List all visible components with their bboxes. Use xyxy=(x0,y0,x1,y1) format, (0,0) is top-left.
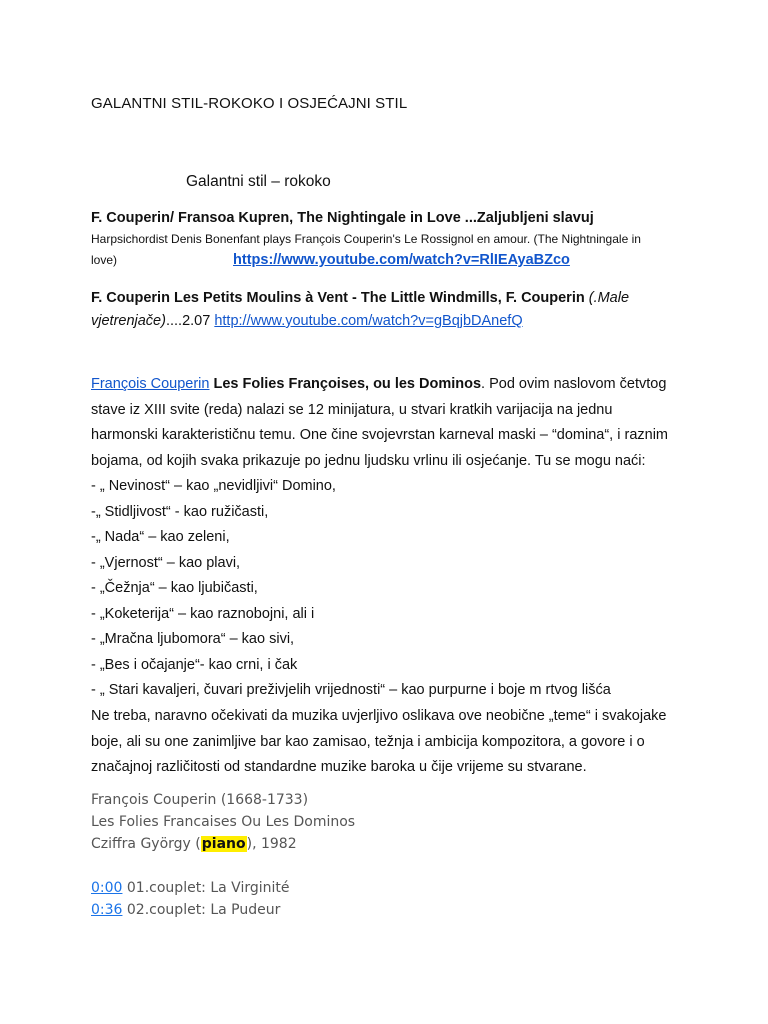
list-item: - „Mračna ljubomora“ – kao sivi, xyxy=(91,631,295,647)
performer-name: Cziffra György ( xyxy=(91,836,201,852)
timestamp-link[interactable]: 0:00 xyxy=(91,880,123,896)
youtube-performer xyxy=(91,836,297,852)
windmills-heading: F. Couperin Les Petits Moulins à Vent - The Little Windmills, F. Couperin xyxy=(91,290,585,306)
nightingale-description: Harpsichordist Denis Bonenfant plays François Couperin's Le Rossignol en amour. (The Nightningale in xyxy=(91,232,641,246)
closing-line: boje, ali su one zanimljive bar kao zamisao, težnja i ambicija kompozitora, a govore i o xyxy=(91,733,645,750)
track-label: 01.couplet: La Virginité xyxy=(122,880,290,896)
folies-intro-line: stave iz XIII svite (reda) nalazi se 12 minijatura, u stvari kratkih varijacija na jednu harmonski xyxy=(91,401,613,443)
performer-year: ), 1982 xyxy=(246,836,297,852)
list-item: - „Čežnja“ – kao ljubičasti, xyxy=(91,580,258,596)
youtube-work-title: Les Folies Francaises Ou Les Dominos xyxy=(91,814,356,830)
folies-intro xyxy=(91,372,681,474)
track-row xyxy=(91,880,290,896)
folies-intro-line xyxy=(91,376,666,392)
nightingale-description-end: love) xyxy=(91,253,118,267)
list-item: - „ Nevinost“ – kao „nevidljivi“ Domino, xyxy=(91,478,336,494)
list-item: - „Vjernost“ – kao plavi, xyxy=(91,554,241,571)
windmills-youtube-link[interactable]: http://www.youtube.com/watch?v=gBqjbDAnefQ xyxy=(214,313,523,329)
folies-intro-line: karakterističnu temu. One čine svojevrstan karneval maski – “domina“, i raznim bojama, od xyxy=(91,427,668,469)
windmills-note: (.Male xyxy=(584,290,630,306)
youtube-composer: François Couperin (1668-1733) xyxy=(91,792,309,808)
nightingale-heading: F. Couperin/ Fransoa Kupren, The Nightingale in Love ...Zaljubljeni slavuj xyxy=(91,210,594,226)
windmills-duration: ....2.07 xyxy=(165,313,215,329)
nightingale-description-cont xyxy=(91,252,570,268)
windmills-note-cont: vjetrenjače) xyxy=(91,313,166,329)
list-item: - „Koketerija“ – kao raznobojni, ali i xyxy=(91,605,315,622)
windmills-line-2 xyxy=(91,313,523,329)
domino-list xyxy=(91,474,611,704)
highlighted-instrument: piano xyxy=(201,836,246,852)
timestamp-link[interactable]: 0:36 xyxy=(91,902,123,918)
track-row xyxy=(91,902,280,918)
composer-link[interactable]: François Couperin xyxy=(91,376,210,392)
section-subtitle: Galantni stil – rokoko xyxy=(186,173,331,190)
track-label: 02.couplet: La Pudeur xyxy=(122,902,281,918)
closing-line: značajnoj različitosti od standardne muzike baroka u čije vrijeme su stvarane. xyxy=(91,759,587,775)
list-item: -„ Stidljivost“ - kao ružičasti, xyxy=(91,503,269,520)
folies-intro-text: . Pod ovim naslovom četvtog xyxy=(481,376,667,392)
folies-title: Les Folies Françoises, ou les Dominos xyxy=(209,376,482,392)
folies-intro-line: kojih svaka prikazuje po jednu ljudsku vrlinu ili osjećanje. Tu se mogu naći: xyxy=(166,452,646,469)
windmills-line xyxy=(91,290,629,306)
list-item: -„ Nada“ – kao zeleni, xyxy=(91,529,230,545)
closing-line: Ne treba, naravno očekivati da muzika uvjerljivo oslikava ove neobične „teme“ i svakojake xyxy=(91,708,667,724)
list-item: - „Bes i očajanje“- kao crni, i čak xyxy=(91,656,298,673)
list-item: - „ Stari kavaljeri, čuvari preživjelih vrijednosti“ – kao purpurne i boje m rtvog lišća xyxy=(91,682,611,698)
nightingale-youtube-link[interactable]: https://www.youtube.com/watch?v=RlIEAyaBZco xyxy=(233,252,570,268)
closing-paragraph xyxy=(91,704,666,781)
document-title: GALANTNI STIL-ROKOKO I OSJEĆAJNI STIL xyxy=(91,95,408,112)
